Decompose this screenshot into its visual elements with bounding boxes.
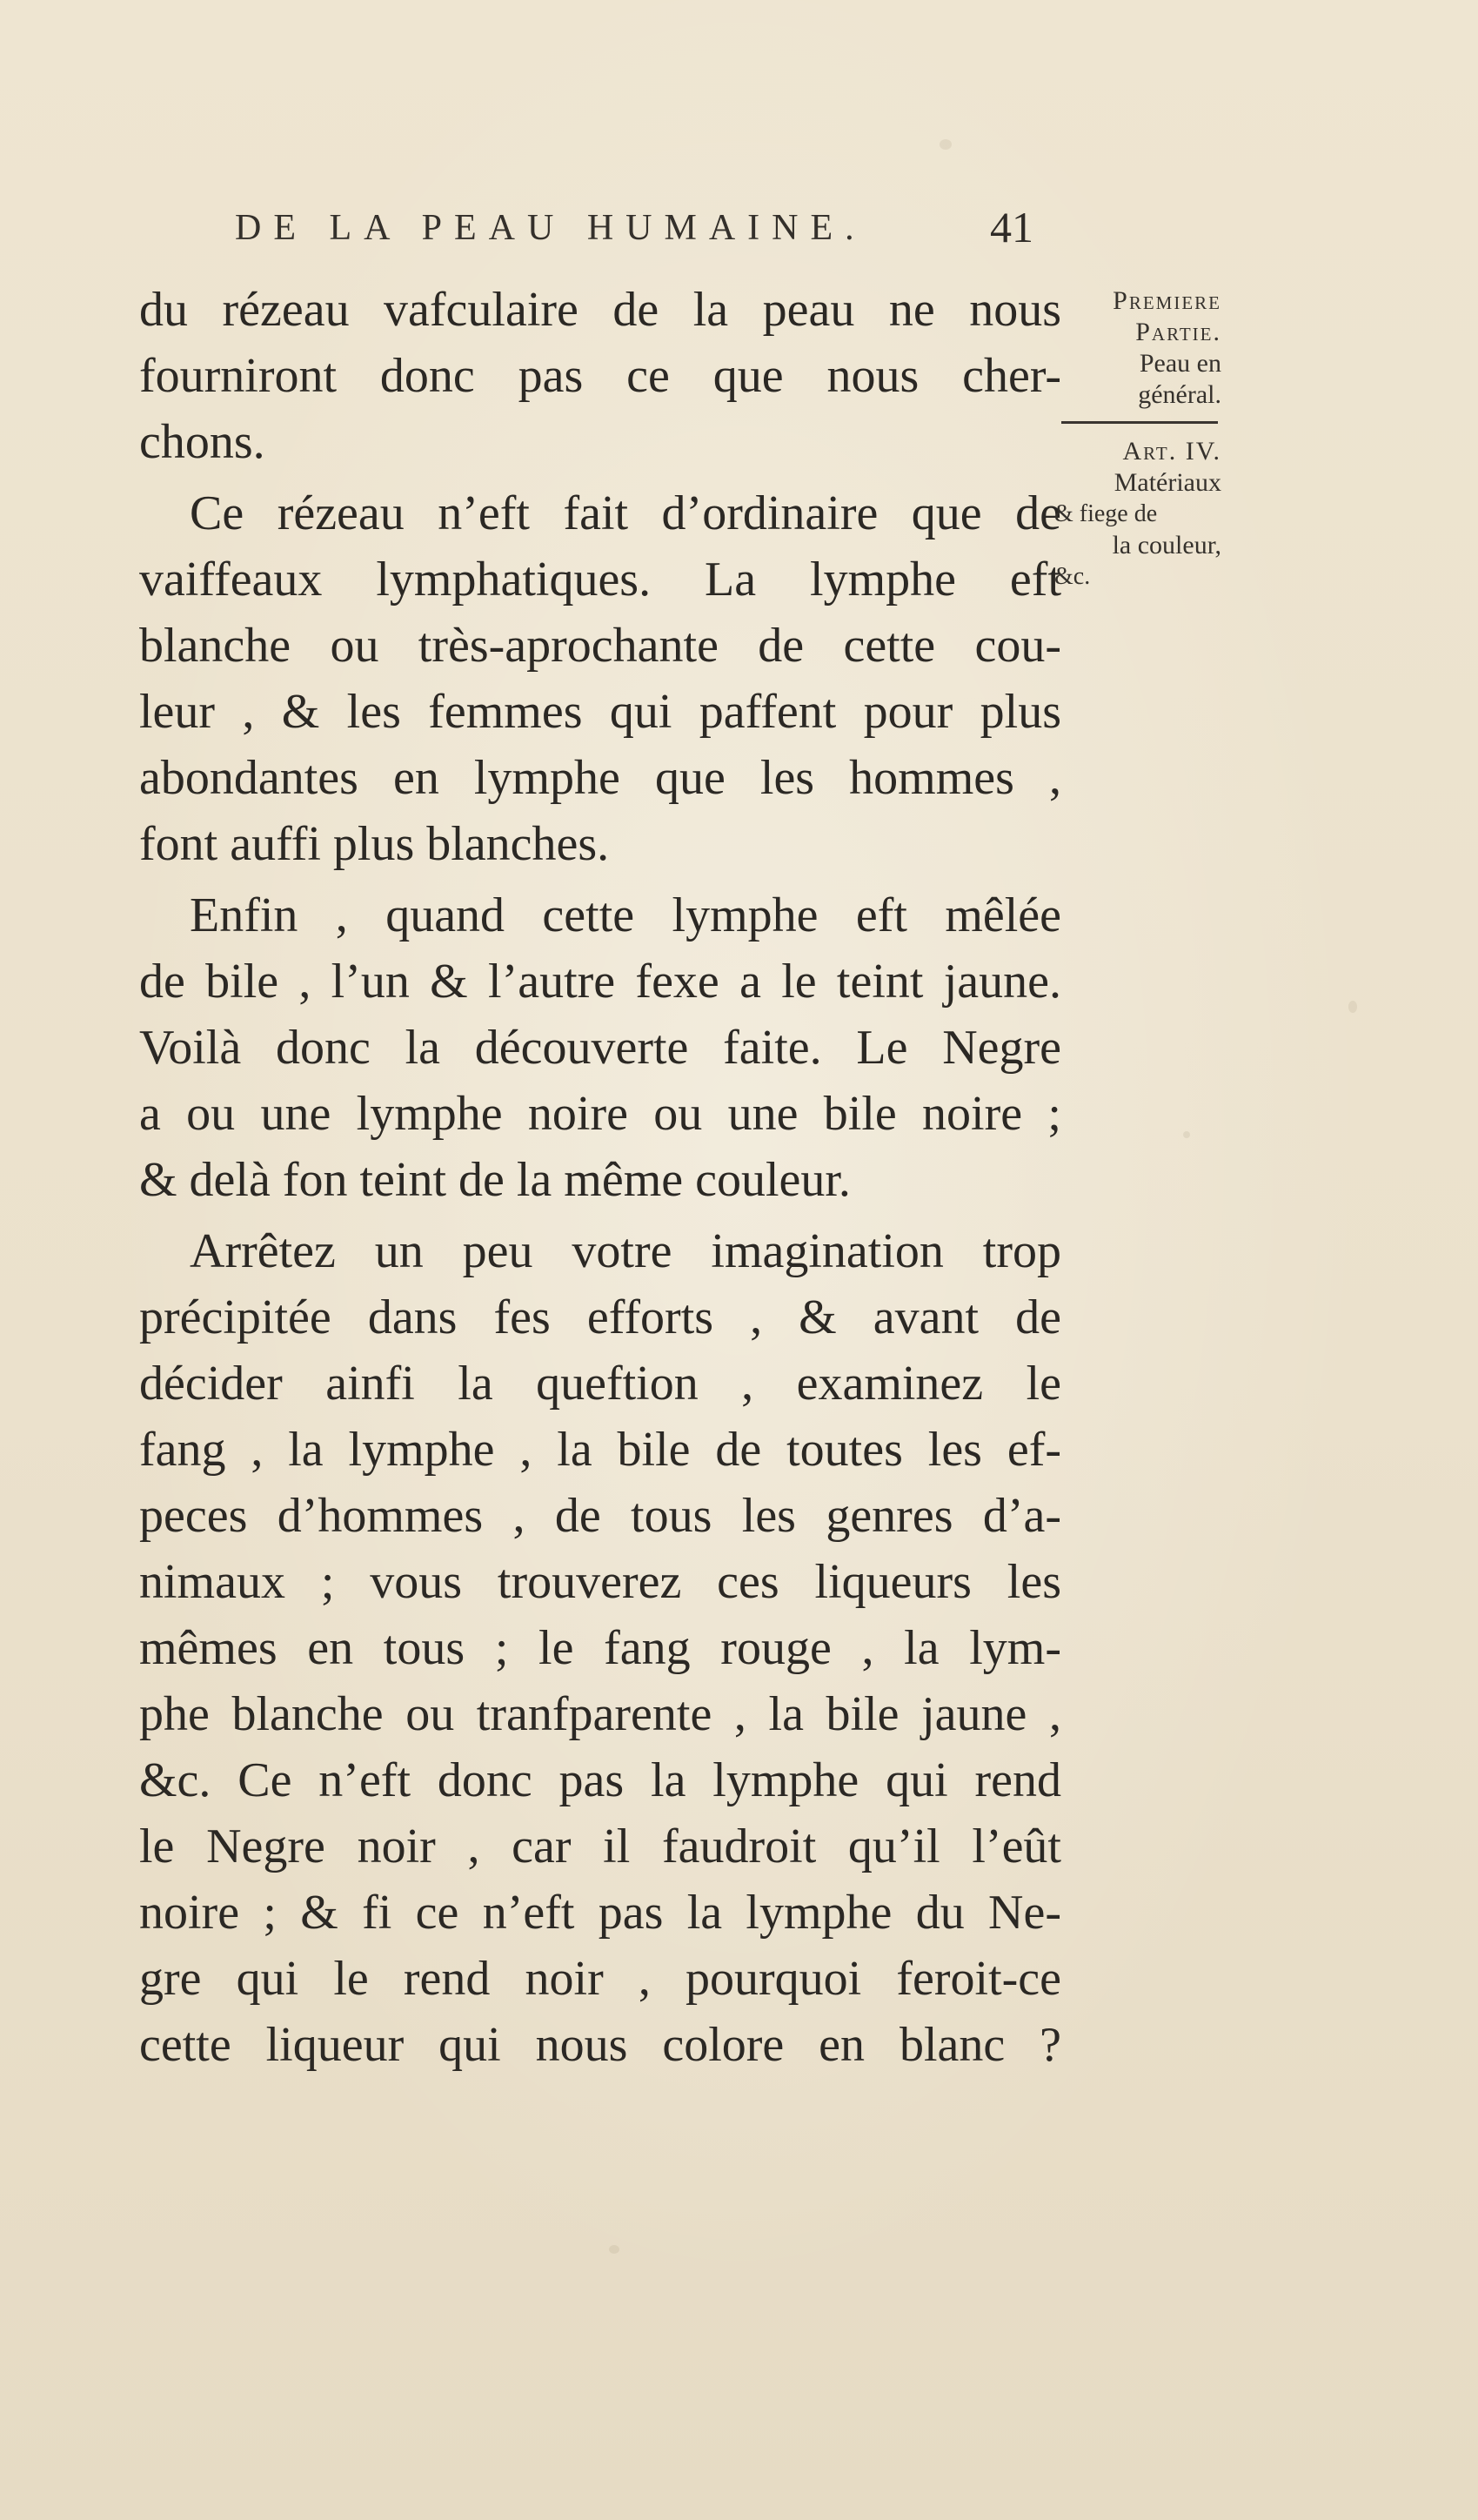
paper-stain <box>1348 1001 1357 1013</box>
page-number: 41 <box>990 203 1033 251</box>
running-title: DE LA PEAU HUMAINE. <box>235 208 866 248</box>
margin-note: Partie. <box>1135 318 1221 346</box>
text-line: noire ; & fi ce n’eft pas la lymphe du Ne- <box>139 1886 1061 1940</box>
text-line: précipitée dans fes efforts , & avant de <box>139 1290 1061 1344</box>
text-line: vaiffeaux lymphatiques. La lymphe eft <box>139 553 1061 607</box>
text-line: gre qui le rend noir , pourquoi feroit-ce <box>139 1952 1061 2006</box>
margin-note: Matériaux <box>1114 468 1221 497</box>
text-line: le Negre noir , car il faudroit qu’il l’eût <box>139 1820 1061 1873</box>
text-line: fourniront donc pas ce que nous cher- <box>139 349 1061 403</box>
text-line: blanche ou très-aprochante de cette cou- <box>139 619 1061 673</box>
text-line: Enfin , quand cette lymphe eft mêlée <box>190 888 1061 942</box>
margin-note: & fiege de <box>1054 500 1158 527</box>
text-line: a ou une lymphe noire ou une bile noire ; <box>139 1087 1061 1141</box>
text-line: cette liqueur qui nous colore en blanc ? <box>139 2018 1061 2072</box>
text-line: Ce rézeau n’eft fait d’ordinaire que de <box>190 486 1061 540</box>
text-line: nimaux ; vous trouverez ces liqueurs les <box>139 1555 1061 1609</box>
paper-stain <box>940 139 952 150</box>
text-line: abondantes en lymphe que les hommes , <box>139 751 1061 805</box>
margin-notes <box>1054 285 1221 593</box>
text-line: font auffi plus blanches. <box>139 817 610 871</box>
text-line: &c. Ce n’eft donc pas la lymphe qui rend <box>139 1753 1061 1807</box>
text-line: chons. <box>139 415 265 469</box>
text-line: phe blanche ou tranfparente , la bile jaune , <box>139 1687 1061 1741</box>
paper-stain <box>1183 1131 1190 1138</box>
text-line: Arrêtez un peu votre imagination trop <box>190 1224 1061 1278</box>
paper-stain <box>609 2245 619 2254</box>
margin-note: Art. IV. <box>1122 437 1221 466</box>
text-line: du rézeau vafculaire de la peau ne nous <box>139 283 1061 337</box>
margin-divider <box>1061 421 1218 424</box>
body-text <box>139 277 1061 2078</box>
text-line: fang , la lymphe , la bile de toutes les ef- <box>139 1423 1061 1477</box>
running-head <box>235 203 1044 268</box>
text-line: Voilà donc la découverte faite. Le Negre <box>139 1021 1061 1075</box>
text-line: leur , & les femmes qui paffent pour plus <box>139 685 1061 739</box>
text-line: mêmes en tous ; le fang rouge , la lym- <box>139 1621 1061 1675</box>
margin-note: Peau en <box>1139 349 1221 378</box>
margin-note: la couleur, <box>1112 531 1221 560</box>
text-line: de bile , l’un & l’autre fexe a le teint jaune. <box>139 955 1061 1009</box>
margin-note: Premiere <box>1113 286 1221 315</box>
text-line: & delà fon teint de la même couleur. <box>139 1153 851 1207</box>
margin-note: général. <box>1138 380 1221 409</box>
text-line: décider ainfi la queftion , examinez le <box>139 1357 1061 1411</box>
margin-note: &c. <box>1054 563 1091 590</box>
text-line: peces d’hommes , de tous les genres d’a- <box>139 1489 1061 1543</box>
